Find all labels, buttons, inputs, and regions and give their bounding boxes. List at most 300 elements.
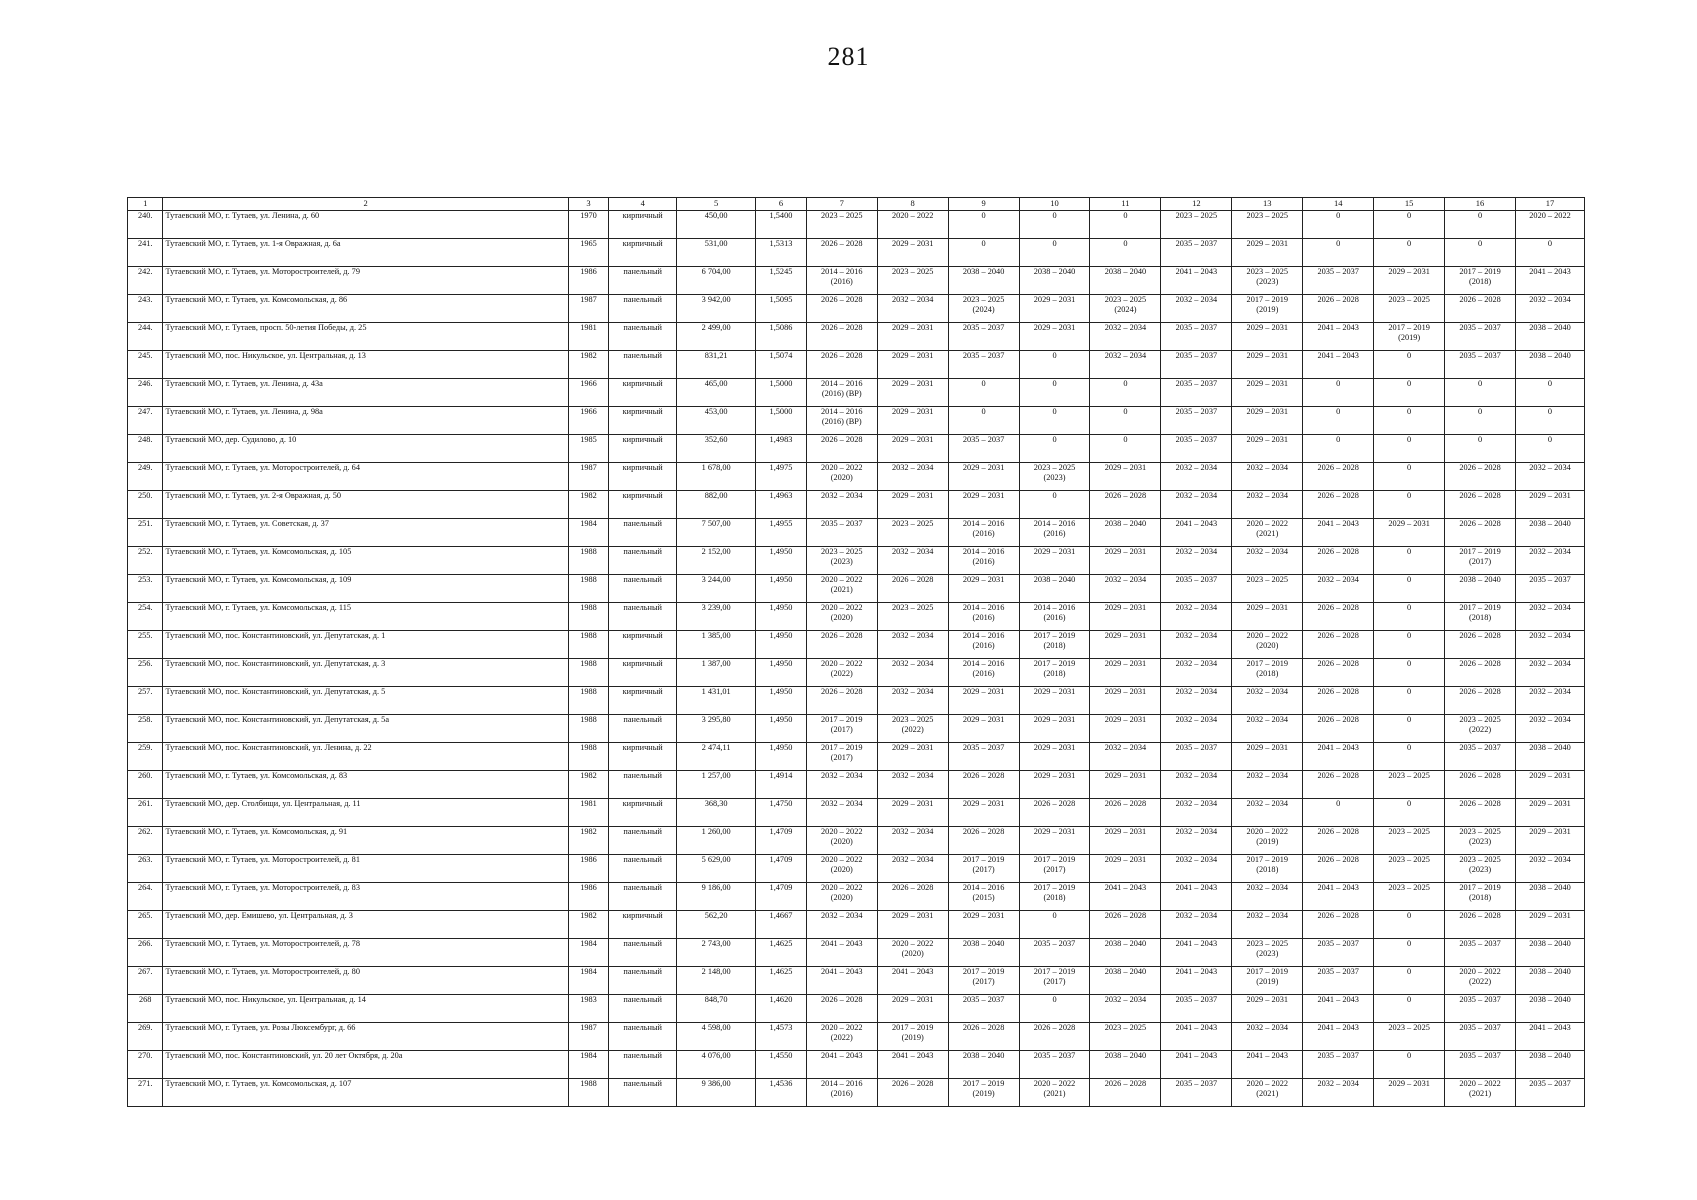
period-col-8-cell: 2029 – 2031 xyxy=(877,799,948,827)
period-col-8-cell: 2023 – 2025 xyxy=(877,519,948,547)
period-col-10-cell: 2014 – 2016 (2016) xyxy=(1019,519,1090,547)
wall-material-cell: кирпичный xyxy=(609,911,677,939)
row-number-cell: 257. xyxy=(128,687,163,715)
period-col-15-cell: 0 xyxy=(1374,631,1445,659)
address-cell: Тутаевский МО, г. Тутаев, ул. 2-я Овражная, д. 50 xyxy=(163,491,568,519)
period-col-12-cell: 2041 – 2043 xyxy=(1161,267,1232,295)
period-col-8-cell: 2026 – 2028 xyxy=(877,575,948,603)
period-col-13-cell: 2032 – 2034 xyxy=(1232,491,1303,519)
period-col-12-cell: 2032 – 2034 xyxy=(1161,659,1232,687)
period-col-16-cell: 2026 – 2028 xyxy=(1445,771,1516,799)
column-header-5: 5 xyxy=(677,198,756,211)
table-row xyxy=(128,995,1585,1023)
period-col-15-cell: 0 xyxy=(1374,379,1445,407)
period-col-14-cell: 0 xyxy=(1303,799,1374,827)
period-col-10-cell: 2029 – 2031 xyxy=(1019,715,1090,743)
period-col-7-cell: 2017 – 2019 (2017) xyxy=(806,715,877,743)
period-col-7-cell: 2020 – 2022 (2020) xyxy=(806,883,877,911)
address-cell: Тутаевский МО, г. Тутаев, ул. Моторостроителей, д. 81 xyxy=(163,855,568,883)
priority-coefficient-cell: 1,4667 xyxy=(756,911,807,939)
build-year-cell: 1986 xyxy=(568,855,609,883)
period-col-11-cell: 2029 – 2031 xyxy=(1090,715,1161,743)
period-col-11-cell: 2038 – 2040 xyxy=(1090,267,1161,295)
period-col-9-cell: 2029 – 2031 xyxy=(948,911,1019,939)
period-col-10-cell: 2017 – 2019 (2017) xyxy=(1019,967,1090,995)
period-col-11-cell: 0 xyxy=(1090,239,1161,267)
priority-coefficient-cell: 1,4983 xyxy=(756,435,807,463)
period-col-10-cell: 0 xyxy=(1019,239,1090,267)
row-number-cell: 253. xyxy=(128,575,163,603)
table-row xyxy=(128,967,1585,995)
row-number-cell: 259. xyxy=(128,743,163,771)
area-cell: 882,00 xyxy=(677,491,756,519)
period-col-12-cell: 2035 – 2037 xyxy=(1161,743,1232,771)
period-col-7-cell: 2020 – 2022 (2022) xyxy=(806,1023,877,1051)
period-col-7-cell: 2020 – 2022 (2022) xyxy=(806,659,877,687)
row-number-cell: 267. xyxy=(128,967,163,995)
period-col-14-cell: 2026 – 2028 xyxy=(1303,547,1374,575)
wall-material-cell: панельный xyxy=(609,323,677,351)
period-col-9-cell: 2026 – 2028 xyxy=(948,827,1019,855)
period-col-10-cell: 0 xyxy=(1019,491,1090,519)
priority-coefficient-cell: 1,4950 xyxy=(756,603,807,631)
table-row xyxy=(128,1023,1585,1051)
period-col-15-cell: 2023 – 2025 xyxy=(1374,295,1445,323)
priority-coefficient-cell: 1,5086 xyxy=(756,323,807,351)
period-col-16-cell: 2035 – 2037 xyxy=(1445,323,1516,351)
wall-material-cell: кирпичный xyxy=(609,407,677,435)
period-col-17-cell: 2029 – 2031 xyxy=(1516,799,1585,827)
table-row xyxy=(128,771,1585,799)
period-col-7-cell: 2014 – 2016 (2016) (ВР) xyxy=(806,379,877,407)
build-year-cell: 1982 xyxy=(568,351,609,379)
period-col-17-cell: 2032 – 2034 xyxy=(1516,603,1585,631)
priority-coefficient-cell: 1,5095 xyxy=(756,295,807,323)
period-col-13-cell: 2023 – 2025 xyxy=(1232,211,1303,239)
period-col-11-cell: 2032 – 2034 xyxy=(1090,351,1161,379)
period-col-16-cell: 2020 – 2022 (2021) xyxy=(1445,1079,1516,1107)
period-col-11-cell: 2029 – 2031 xyxy=(1090,463,1161,491)
period-col-14-cell: 2026 – 2028 xyxy=(1303,659,1374,687)
table-row xyxy=(128,323,1585,351)
period-col-7-cell: 2014 – 2016 (2016) (ВР) xyxy=(806,407,877,435)
period-col-13-cell: 2029 – 2031 xyxy=(1232,379,1303,407)
wall-material-cell: панельный xyxy=(609,603,677,631)
period-col-9-cell: 2038 – 2040 xyxy=(948,267,1019,295)
priority-coefficient-cell: 1,5000 xyxy=(756,407,807,435)
wall-material-cell: панельный xyxy=(609,967,677,995)
wall-material-cell: панельный xyxy=(609,771,677,799)
period-col-14-cell: 0 xyxy=(1303,407,1374,435)
build-year-cell: 1966 xyxy=(568,407,609,435)
period-col-17-cell: 2041 – 2043 xyxy=(1516,267,1585,295)
period-col-16-cell: 2017 – 2019 (2018) xyxy=(1445,267,1516,295)
period-col-9-cell: 2035 – 2037 xyxy=(948,435,1019,463)
period-col-17-cell: 2029 – 2031 xyxy=(1516,911,1585,939)
area-cell: 352,60 xyxy=(677,435,756,463)
row-number-cell: 244. xyxy=(128,323,163,351)
period-col-11-cell: 2029 – 2031 xyxy=(1090,827,1161,855)
wall-material-cell: панельный xyxy=(609,351,677,379)
period-col-10-cell: 2035 – 2037 xyxy=(1019,939,1090,967)
period-col-8-cell: 2029 – 2031 xyxy=(877,351,948,379)
period-col-11-cell: 2029 – 2031 xyxy=(1090,631,1161,659)
period-col-14-cell: 2035 – 2037 xyxy=(1303,939,1374,967)
period-col-17-cell: 0 xyxy=(1516,435,1585,463)
period-col-17-cell: 2035 – 2037 xyxy=(1516,1079,1585,1107)
period-col-16-cell: 2026 – 2028 xyxy=(1445,491,1516,519)
period-col-13-cell: 2029 – 2031 xyxy=(1232,995,1303,1023)
row-number-cell: 241. xyxy=(128,239,163,267)
table-row xyxy=(128,435,1585,463)
period-col-8-cell: 2029 – 2031 xyxy=(877,995,948,1023)
period-col-7-cell: 2023 – 2025 xyxy=(806,211,877,239)
period-col-7-cell: 2041 – 2043 xyxy=(806,967,877,995)
address-cell: Тутаевский МО, г. Тутаев, ул. Моторостроителей, д. 80 xyxy=(163,967,568,995)
priority-coefficient-cell: 1,4950 xyxy=(756,547,807,575)
row-number-cell: 249. xyxy=(128,463,163,491)
period-col-14-cell: 0 xyxy=(1303,211,1374,239)
period-col-17-cell: 2038 – 2040 xyxy=(1516,883,1585,911)
period-col-13-cell: 2032 – 2034 xyxy=(1232,799,1303,827)
address-cell: Тутаевский МО, г. Тутаев, ул. Ленина, д. 43а xyxy=(163,379,568,407)
address-cell: Тутаевский МО, дер. Судилово, д. 10 xyxy=(163,435,568,463)
period-col-13-cell: 2029 – 2031 xyxy=(1232,407,1303,435)
row-number-cell: 243. xyxy=(128,295,163,323)
period-col-14-cell: 2041 – 2043 xyxy=(1303,743,1374,771)
period-col-8-cell: 2032 – 2034 xyxy=(877,771,948,799)
period-col-9-cell: 2038 – 2040 xyxy=(948,1051,1019,1079)
period-col-12-cell: 2023 – 2025 xyxy=(1161,211,1232,239)
table-row xyxy=(128,659,1585,687)
period-col-16-cell: 2035 – 2037 xyxy=(1445,939,1516,967)
build-year-cell: 1986 xyxy=(568,267,609,295)
period-col-13-cell: 2020 – 2022 (2021) xyxy=(1232,1079,1303,1107)
period-col-17-cell: 2032 – 2034 xyxy=(1516,295,1585,323)
period-col-10-cell: 0 xyxy=(1019,351,1090,379)
row-number-cell: 252. xyxy=(128,547,163,575)
wall-material-cell: панельный xyxy=(609,827,677,855)
period-col-10-cell: 2038 – 2040 xyxy=(1019,575,1090,603)
period-col-9-cell: 2017 – 2019 (2017) xyxy=(948,967,1019,995)
period-col-15-cell: 0 xyxy=(1374,1051,1445,1079)
priority-coefficient-cell: 1,4950 xyxy=(756,659,807,687)
row-number-cell: 246. xyxy=(128,379,163,407)
period-col-11-cell: 2032 – 2034 xyxy=(1090,995,1161,1023)
table-row xyxy=(128,631,1585,659)
period-col-7-cell: 2026 – 2028 xyxy=(806,995,877,1023)
period-col-14-cell: 2026 – 2028 xyxy=(1303,911,1374,939)
period-col-11-cell: 0 xyxy=(1090,407,1161,435)
period-col-15-cell: 2023 – 2025 xyxy=(1374,827,1445,855)
period-col-14-cell: 2026 – 2028 xyxy=(1303,603,1374,631)
table-row xyxy=(128,911,1585,939)
build-year-cell: 1988 xyxy=(568,715,609,743)
period-col-8-cell: 2020 – 2022 (2020) xyxy=(877,939,948,967)
period-col-11-cell: 2038 – 2040 xyxy=(1090,939,1161,967)
period-col-11-cell: 0 xyxy=(1090,435,1161,463)
wall-material-cell: кирпичный xyxy=(609,687,677,715)
period-col-17-cell: 2038 – 2040 xyxy=(1516,351,1585,379)
period-col-11-cell: 2041 – 2043 xyxy=(1090,883,1161,911)
row-number-cell: 262. xyxy=(128,827,163,855)
row-number-cell: 269. xyxy=(128,1023,163,1051)
period-col-16-cell: 0 xyxy=(1445,435,1516,463)
area-cell: 368,30 xyxy=(677,799,756,827)
wall-material-cell: панельный xyxy=(609,715,677,743)
table-row xyxy=(128,1051,1585,1079)
period-col-10-cell: 2029 – 2031 xyxy=(1019,547,1090,575)
period-col-9-cell: 2029 – 2031 xyxy=(948,715,1019,743)
table-row xyxy=(128,239,1585,267)
period-col-10-cell: 2023 – 2025 (2023) xyxy=(1019,463,1090,491)
period-col-9-cell: 0 xyxy=(948,407,1019,435)
period-col-7-cell: 2014 – 2016 (2016) xyxy=(806,267,877,295)
period-col-13-cell: 2023 – 2025 (2023) xyxy=(1232,267,1303,295)
period-col-10-cell: 2017 – 2019 (2018) xyxy=(1019,883,1090,911)
table-row xyxy=(128,267,1585,295)
address-cell: Тутаевский МО, г. Тутаев, ул. Комсомольская, д. 91 xyxy=(163,827,568,855)
address-cell: Тутаевский МО, г. Тутаев, ул. Моторостроителей, д. 78 xyxy=(163,939,568,967)
column-header-11: 11 xyxy=(1090,198,1161,211)
period-col-10-cell: 0 xyxy=(1019,211,1090,239)
period-col-16-cell: 2023 – 2025 (2023) xyxy=(1445,855,1516,883)
period-col-17-cell: 2032 – 2034 xyxy=(1516,547,1585,575)
period-col-10-cell: 2029 – 2031 xyxy=(1019,771,1090,799)
table-row xyxy=(128,575,1585,603)
address-cell: Тутаевский МО, г. Тутаев, ул. Комсомольская, д. 109 xyxy=(163,575,568,603)
period-col-17-cell: 2032 – 2034 xyxy=(1516,463,1585,491)
period-col-8-cell: 2020 – 2022 xyxy=(877,211,948,239)
period-col-17-cell: 2029 – 2031 xyxy=(1516,771,1585,799)
column-header-15: 15 xyxy=(1374,198,1445,211)
period-col-14-cell: 2026 – 2028 xyxy=(1303,491,1374,519)
period-col-8-cell: 2029 – 2031 xyxy=(877,435,948,463)
area-cell: 2 499,00 xyxy=(677,323,756,351)
address-cell: Тутаевский МО, дер. Столбищи, ул. Центральная, д. 11 xyxy=(163,799,568,827)
period-col-16-cell: 2038 – 2040 xyxy=(1445,575,1516,603)
period-col-7-cell: 2026 – 2028 xyxy=(806,631,877,659)
build-year-cell: 1988 xyxy=(568,547,609,575)
period-col-15-cell: 0 xyxy=(1374,575,1445,603)
period-col-16-cell: 2026 – 2028 xyxy=(1445,911,1516,939)
area-cell: 1 678,00 xyxy=(677,463,756,491)
period-col-10-cell: 2038 – 2040 xyxy=(1019,267,1090,295)
row-number-cell: 255. xyxy=(128,631,163,659)
build-year-cell: 1966 xyxy=(568,379,609,407)
period-col-9-cell: 0 xyxy=(948,211,1019,239)
period-col-10-cell: 2026 – 2028 xyxy=(1019,799,1090,827)
period-col-10-cell: 0 xyxy=(1019,995,1090,1023)
period-col-17-cell: 0 xyxy=(1516,407,1585,435)
period-col-11-cell: 2038 – 2040 xyxy=(1090,1051,1161,1079)
period-col-15-cell: 2029 – 2031 xyxy=(1374,1079,1445,1107)
period-col-9-cell: 2017 – 2019 (2017) xyxy=(948,855,1019,883)
period-col-14-cell: 2026 – 2028 xyxy=(1303,715,1374,743)
period-col-8-cell: 2029 – 2031 xyxy=(877,743,948,771)
period-col-8-cell: 2029 – 2031 xyxy=(877,239,948,267)
period-col-8-cell: 2041 – 2043 xyxy=(877,967,948,995)
area-cell: 831,21 xyxy=(677,351,756,379)
table-row xyxy=(128,827,1585,855)
period-col-8-cell: 2026 – 2028 xyxy=(877,1079,948,1107)
area-cell: 1 385,00 xyxy=(677,631,756,659)
area-cell: 3 244,00 xyxy=(677,575,756,603)
priority-coefficient-cell: 1,4550 xyxy=(756,1051,807,1079)
period-col-11-cell: 2023 – 2025 xyxy=(1090,1023,1161,1051)
period-col-9-cell: 2029 – 2031 xyxy=(948,575,1019,603)
row-number-cell: 256. xyxy=(128,659,163,687)
period-col-17-cell: 2038 – 2040 xyxy=(1516,519,1585,547)
period-col-12-cell: 2035 – 2037 xyxy=(1161,239,1232,267)
address-cell: Тутаевский МО, г. Тутаев, ул. Розы Люксембург, д. 66 xyxy=(163,1023,568,1051)
build-year-cell: 1982 xyxy=(568,491,609,519)
period-col-10-cell: 2017 – 2019 (2017) xyxy=(1019,855,1090,883)
period-col-13-cell: 2029 – 2031 xyxy=(1232,323,1303,351)
priority-coefficient-cell: 1,4955 xyxy=(756,519,807,547)
priority-coefficient-cell: 1,4536 xyxy=(756,1079,807,1107)
wall-material-cell: панельный xyxy=(609,883,677,911)
wall-material-cell: кирпичный xyxy=(609,239,677,267)
period-col-15-cell: 0 xyxy=(1374,491,1445,519)
period-col-14-cell: 2035 – 2037 xyxy=(1303,1051,1374,1079)
period-col-11-cell: 2032 – 2034 xyxy=(1090,575,1161,603)
table-row xyxy=(128,407,1585,435)
period-col-15-cell: 0 xyxy=(1374,687,1445,715)
period-col-11-cell: 2032 – 2034 xyxy=(1090,743,1161,771)
period-col-8-cell: 2029 – 2031 xyxy=(877,407,948,435)
column-header-13: 13 xyxy=(1232,198,1303,211)
period-col-17-cell: 2032 – 2034 xyxy=(1516,687,1585,715)
build-year-cell: 1987 xyxy=(568,1023,609,1051)
build-year-cell: 1981 xyxy=(568,323,609,351)
period-col-9-cell: 2026 – 2028 xyxy=(948,771,1019,799)
area-cell: 1 257,00 xyxy=(677,771,756,799)
period-col-16-cell: 2026 – 2028 xyxy=(1445,519,1516,547)
period-col-16-cell: 2017 – 2019 (2017) xyxy=(1445,547,1516,575)
priority-coefficient-cell: 1,4975 xyxy=(756,463,807,491)
period-col-14-cell: 2032 – 2034 xyxy=(1303,1079,1374,1107)
build-year-cell: 1965 xyxy=(568,239,609,267)
period-col-12-cell: 2041 – 2043 xyxy=(1161,519,1232,547)
period-col-13-cell: 2020 – 2022 (2020) xyxy=(1232,631,1303,659)
period-col-13-cell: 2032 – 2034 xyxy=(1232,547,1303,575)
priority-coefficient-cell: 1,4950 xyxy=(756,575,807,603)
address-cell: Тутаевский МО, пос. Никульское, ул. Центральная, д. 14 xyxy=(163,995,568,1023)
row-number-cell: 268 xyxy=(128,995,163,1023)
period-col-16-cell: 0 xyxy=(1445,407,1516,435)
period-col-15-cell: 2023 – 2025 xyxy=(1374,883,1445,911)
address-cell: Тутаевский МО, г. Тутаев, ул. Ленина, д. 98а xyxy=(163,407,568,435)
period-col-9-cell: 2014 – 2016 (2016) xyxy=(948,631,1019,659)
table-row xyxy=(128,491,1585,519)
period-col-14-cell: 2041 – 2043 xyxy=(1303,519,1374,547)
period-col-14-cell: 2026 – 2028 xyxy=(1303,295,1374,323)
build-year-cell: 1988 xyxy=(568,603,609,631)
period-col-14-cell: 2026 – 2028 xyxy=(1303,687,1374,715)
period-col-9-cell: 2029 – 2031 xyxy=(948,687,1019,715)
address-cell: Тутаевский МО, пос. Константиновский, ул. Депутатская, д. 3 xyxy=(163,659,568,687)
period-col-14-cell: 2026 – 2028 xyxy=(1303,827,1374,855)
period-col-15-cell: 0 xyxy=(1374,463,1445,491)
period-col-9-cell: 0 xyxy=(948,239,1019,267)
wall-material-cell: панельный xyxy=(609,1051,677,1079)
table-row xyxy=(128,1079,1585,1107)
period-col-12-cell: 2032 – 2034 xyxy=(1161,491,1232,519)
period-col-7-cell: 2026 – 2028 xyxy=(806,435,877,463)
build-year-cell: 1988 xyxy=(568,575,609,603)
period-col-15-cell: 2029 – 2031 xyxy=(1374,267,1445,295)
period-col-17-cell: 2029 – 2031 xyxy=(1516,491,1585,519)
area-cell: 5 629,00 xyxy=(677,855,756,883)
period-col-17-cell: 2038 – 2040 xyxy=(1516,939,1585,967)
address-cell: Тутаевский МО, г. Тутаев, ул. Моторостроителей, д. 83 xyxy=(163,883,568,911)
period-col-17-cell: 2032 – 2034 xyxy=(1516,631,1585,659)
period-col-7-cell: 2032 – 2034 xyxy=(806,771,877,799)
build-year-cell: 1982 xyxy=(568,827,609,855)
period-col-12-cell: 2041 – 2043 xyxy=(1161,939,1232,967)
column-header-17: 17 xyxy=(1516,198,1585,211)
period-col-10-cell: 2029 – 2031 xyxy=(1019,827,1090,855)
period-col-10-cell: 2020 – 2022 (2021) xyxy=(1019,1079,1090,1107)
column-header-2: 2 xyxy=(163,198,568,211)
area-cell: 3 295,80 xyxy=(677,715,756,743)
area-cell: 6 704,00 xyxy=(677,267,756,295)
table-row xyxy=(128,379,1585,407)
period-col-14-cell: 2041 – 2043 xyxy=(1303,995,1374,1023)
period-col-12-cell: 2032 – 2034 xyxy=(1161,295,1232,323)
area-cell: 1 387,00 xyxy=(677,659,756,687)
period-col-14-cell: 0 xyxy=(1303,239,1374,267)
row-number-cell: 263. xyxy=(128,855,163,883)
priority-coefficient-cell: 1,4914 xyxy=(756,771,807,799)
header-row xyxy=(128,198,1585,211)
address-cell: Тутаевский МО, г. Тутаев, просп. 50-летия Победы, д. 25 xyxy=(163,323,568,351)
build-year-cell: 1984 xyxy=(568,967,609,995)
column-header-3: 3 xyxy=(568,198,609,211)
period-col-15-cell: 0 xyxy=(1374,603,1445,631)
build-year-cell: 1988 xyxy=(568,687,609,715)
row-number-cell: 264. xyxy=(128,883,163,911)
period-col-7-cell: 2026 – 2028 xyxy=(806,295,877,323)
table-row xyxy=(128,295,1585,323)
period-col-16-cell: 2035 – 2037 xyxy=(1445,743,1516,771)
period-col-7-cell: 2017 – 2019 (2017) xyxy=(806,743,877,771)
address-cell: Тутаевский МО, г. Тутаев, ул. Комсомольская, д. 105 xyxy=(163,547,568,575)
period-col-9-cell: 2014 – 2016 (2016) xyxy=(948,603,1019,631)
period-col-17-cell: 2032 – 2034 xyxy=(1516,715,1585,743)
period-col-12-cell: 2032 – 2034 xyxy=(1161,715,1232,743)
area-cell: 3 942,00 xyxy=(677,295,756,323)
period-col-10-cell: 0 xyxy=(1019,379,1090,407)
build-year-cell: 1988 xyxy=(568,631,609,659)
period-col-11-cell: 2026 – 2028 xyxy=(1090,1079,1161,1107)
address-cell: Тутаевский МО, г. Тутаев, ул. Комсомольская, д. 115 xyxy=(163,603,568,631)
period-col-16-cell: 0 xyxy=(1445,379,1516,407)
period-col-16-cell: 2026 – 2028 xyxy=(1445,463,1516,491)
column-header-1: 1 xyxy=(128,198,163,211)
period-col-15-cell: 0 xyxy=(1374,743,1445,771)
period-col-10-cell: 2029 – 2031 xyxy=(1019,323,1090,351)
period-col-8-cell: 2023 – 2025 (2022) xyxy=(877,715,948,743)
period-col-7-cell: 2026 – 2028 xyxy=(806,687,877,715)
period-col-16-cell: 2035 – 2037 xyxy=(1445,351,1516,379)
period-col-7-cell: 2041 – 2043 xyxy=(806,939,877,967)
wall-material-cell: панельный xyxy=(609,939,677,967)
build-year-cell: 1984 xyxy=(568,519,609,547)
period-col-12-cell: 2035 – 2037 xyxy=(1161,575,1232,603)
period-col-14-cell: 2041 – 2043 xyxy=(1303,351,1374,379)
